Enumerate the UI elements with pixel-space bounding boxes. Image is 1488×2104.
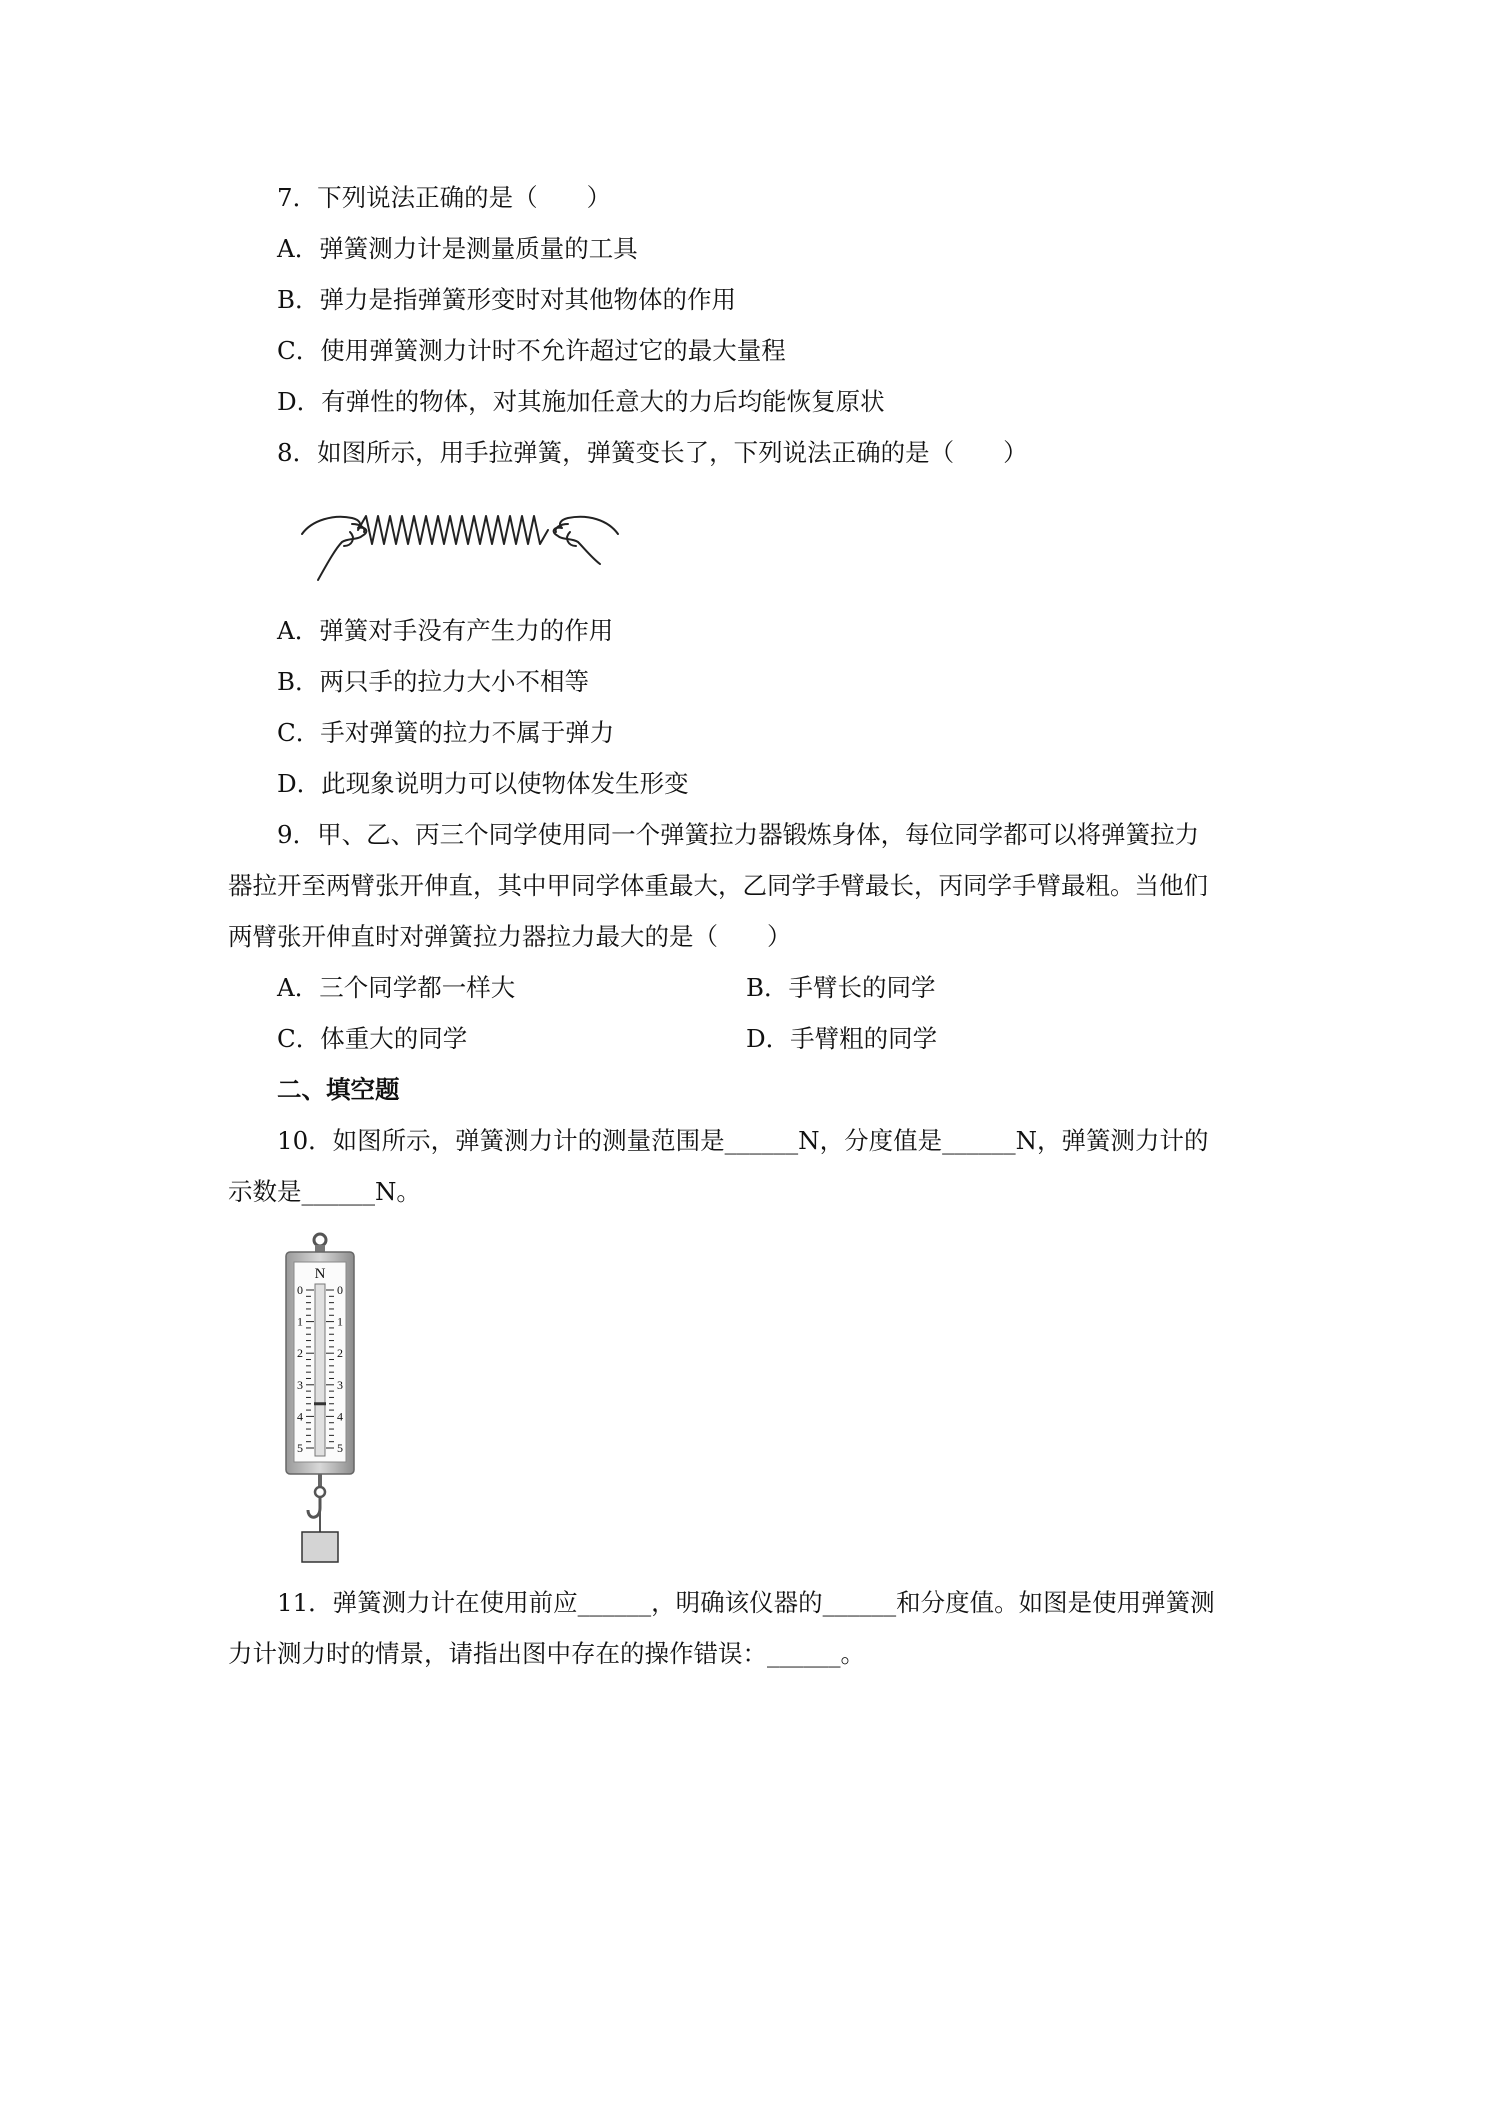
hook-icon [308,1498,320,1517]
scale-label-left: 0 [297,1283,303,1297]
scale-label-left: 1 [297,1314,303,1329]
weight-block [302,1532,338,1562]
scale-label-left: 3 [297,1377,303,1392]
spring-coil [358,516,548,544]
q8-stem: 8．如图所示，用手拉弹簧，弹簧变长了，下列说法正确的是（ ） [277,438,1028,467]
q9-option-c: C．体重大的同学 [277,1024,468,1053]
inner-tube [315,1284,325,1456]
q10-stem-line-2: 示数是______N。 [228,1177,421,1206]
scale-label-left: 5 [297,1441,303,1455]
scale-label-right: 5 [337,1441,343,1455]
q9-option-b: B．手臂长的同学 [746,973,936,1002]
top-ring [314,1234,326,1246]
spring-scale-figure [280,1232,360,1567]
scale-label-left: 2 [297,1346,303,1361]
q9-option-a: A．三个同学都一样大 [277,973,516,1002]
hands-pulling-spring-figure [300,502,620,592]
scale-label-right: 1 [337,1314,343,1329]
scale-label-left: 4 [297,1409,303,1424]
q9-stem-line-2: 器拉开至两臂张开伸直，其中甲同学体重最大，乙同学手臂最长，丙同学手臂最粗。当他们 [228,871,1208,900]
q10-stem-line-1: 10．如图所示，弹簧测力计的测量范围是______N，分度值是______N，弹簧测力计的 [277,1126,1209,1155]
q9-option-d: D．手臂粗的同学 [746,1024,938,1053]
q8-option-d: D．此现象说明力可以使物体发生形变 [277,769,689,798]
scale-label-right: 3 [337,1377,343,1392]
q7-option-a: A．弹簧测力计是测量质量的工具 [277,234,638,263]
scale-label-right: 0 [337,1283,343,1297]
q8-option-b: B．两只手的拉力大小不相等 [277,667,590,696]
unit-label: N [314,1266,326,1282]
section-heading: 二、填空题 [277,1075,400,1104]
scale-label-right: 2 [337,1346,343,1361]
pointer-indicator [314,1402,326,1405]
q7-option-b: B．弹力是指弹簧形变时对其他物体的作用 [277,285,737,314]
q8-option-c: C．手对弹簧的拉力不属于弹力 [277,718,615,747]
q9-stem-line-3: 两臂张开伸直时对弹簧拉力器拉力最大的是（ ） [228,922,792,951]
q11-stem-line-1: 11．弹簧测力计在使用前应______，明确该仪器的______和分度值。如图是使用弹簧测 [277,1588,1215,1617]
scale-label-right: 4 [337,1409,343,1424]
q7-option-d: D．有弹性的物体，对其施加任意大的力后均能恢复原状 [277,387,885,416]
q8-option-a: A．弹簧对手没有产生力的作用 [277,616,614,645]
q11-stem-line-2: 力计测力时的情景，请指出图中存在的操作错误：______。 [228,1639,865,1668]
q7-option-c: C．使用弹簧测力计时不允许超过它的最大量程 [277,336,786,365]
q9-stem-line-1: 9．甲、乙、丙三个同学使用同一个弹簧拉力器锻炼身体，每位同学都可以将弹簧拉力 [277,820,1200,849]
q7-stem: 7．下列说法正确的是（ ） [277,183,612,212]
